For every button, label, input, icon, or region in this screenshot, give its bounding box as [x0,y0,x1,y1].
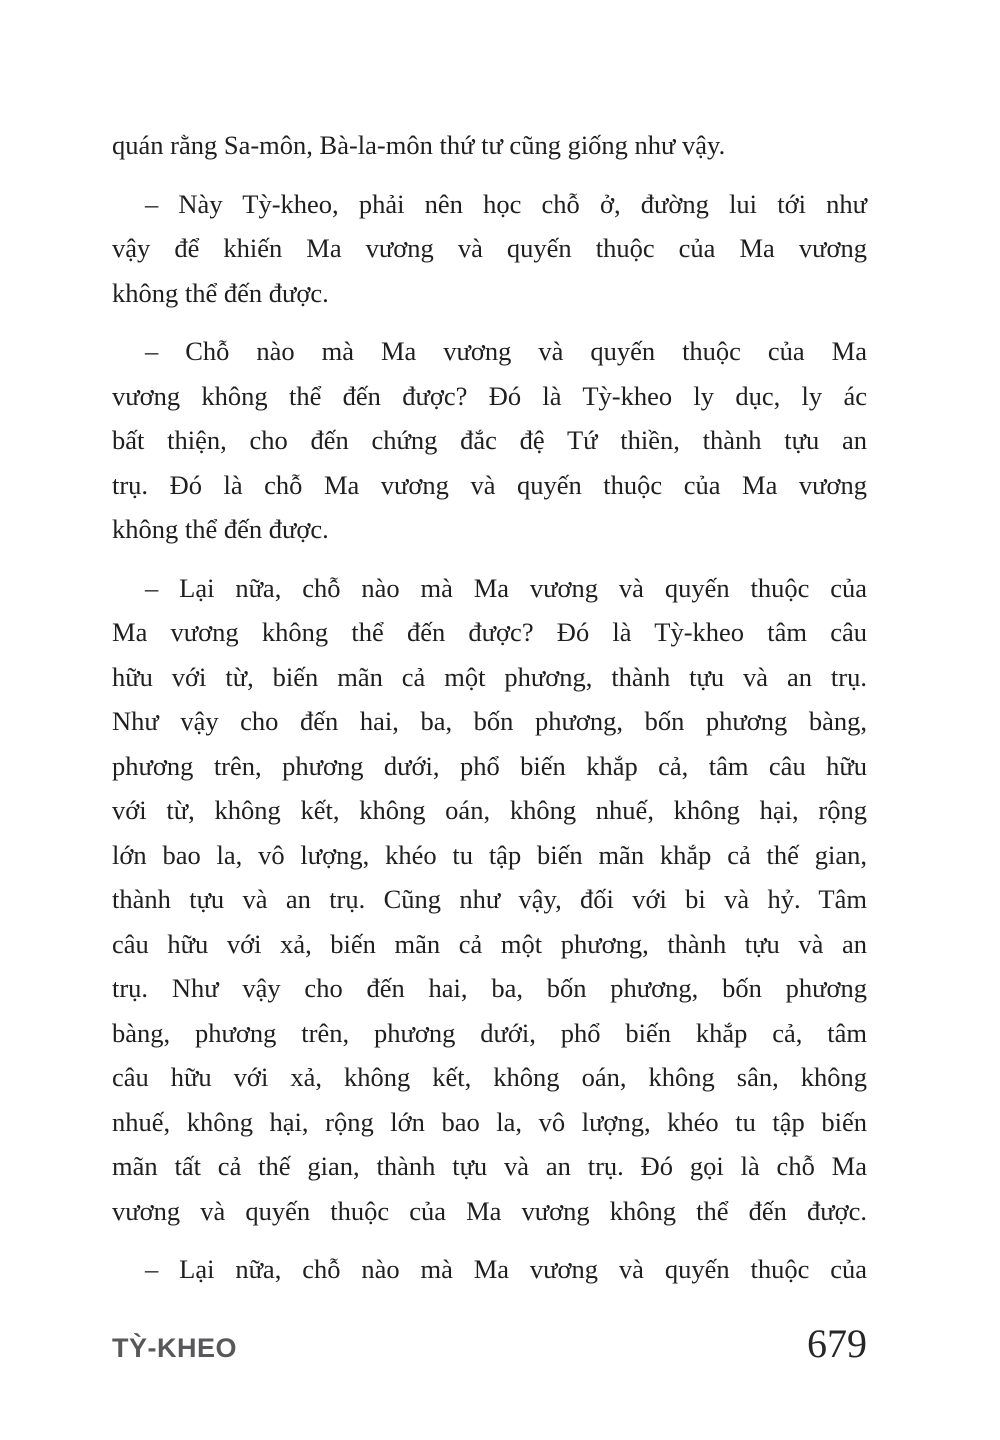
text-line: lớn bao la, vô lượng, khéo tu tập biến mãn khắp cả thế gian, [112,839,867,870]
text-line: thành tựu và an trụ. Cũng như vậy, đối với bi và hỷ. Tâm [112,884,867,914]
text-line: vương không thể đến được? Đó là Tỳ-kheo ly dục, ly ác [112,380,867,411]
text-line: với từ, không kết, không oán, không nhuế, không hại, rộng [112,795,867,825]
text-line: mãn tất cả thế gian, thành tựu và an trụ. Đó gọi là chỗ Ma [112,1151,867,1181]
text-line: Như vậy cho đến hai, ba, bốn phương, bốn phương bàng, [112,706,867,736]
text-line: câu hữu với xả, không kết, không oán, không sân, không [112,1062,867,1092]
paragraph [112,329,867,552]
text-line: – Này Tỳ-kheo, phải nên học chỗ ở, đường lui tới như [145,188,867,219]
text-line: câu hữu với xả, biến mãn cả một phương, thành tựu và an [112,928,867,959]
text-line: vương và quyến thuộc của Ma vương không thể đến được. [112,1195,867,1226]
text-line: quán rằng Sa-môn, Bà-la-môn thứ tư cũng giống như vậy. [112,130,726,160]
running-title: TỲ-KHEO [112,1333,237,1363]
text-line: không thể đến được. [112,277,329,308]
text-line: – Chỗ nào mà Ma vương và quyến thuộc của Ma [145,336,867,366]
text-line: vậy để khiến Ma vương và quyến thuộc của Ma vương [112,233,867,263]
text-line: – Lại nữa, chỗ nào mà Ma vương và quyến thuộc của [145,1254,867,1284]
paragraph [112,123,867,168]
paragraph [112,182,867,316]
text-line: phương trên, phương dưới, phổ biến khắp cả, tâm câu hữu [112,750,867,781]
paragraph [112,566,867,1234]
page-footer [112,1320,867,1367]
text-line: trụ. Đó là chỗ Ma vương và quyến thuộc của Ma vương [112,469,867,500]
text-line: hữu với từ, biến mãn cả một phương, thành tựu và an trụ. [112,661,867,692]
text-line: không thể đến được. [112,514,329,544]
text-line: nhuế, không hại, rộng lớn bao la, vô lượng, khéo tu tập biến [112,1106,867,1137]
paragraph [112,1247,867,1292]
text-line: trụ. Như vậy cho đến hai, ba, bốn phương, bốn phương [112,973,867,1003]
text-line: – Lại nữa, chỗ nào mà Ma vương và quyến thuộc của [145,572,867,603]
text-line: bất thiện, cho đến chứng đắc đệ Tứ thiền, thành tựu an [112,425,867,455]
page-body-text [112,123,867,1292]
text-line: bàng, phương trên, phương dưới, phổ biến khắp cả, tâm [112,1017,867,1048]
text-line: Ma vương không thể đến được? Đó là Tỳ-kheo tâm câu [112,617,867,647]
page-number: 679 [807,1321,867,1366]
